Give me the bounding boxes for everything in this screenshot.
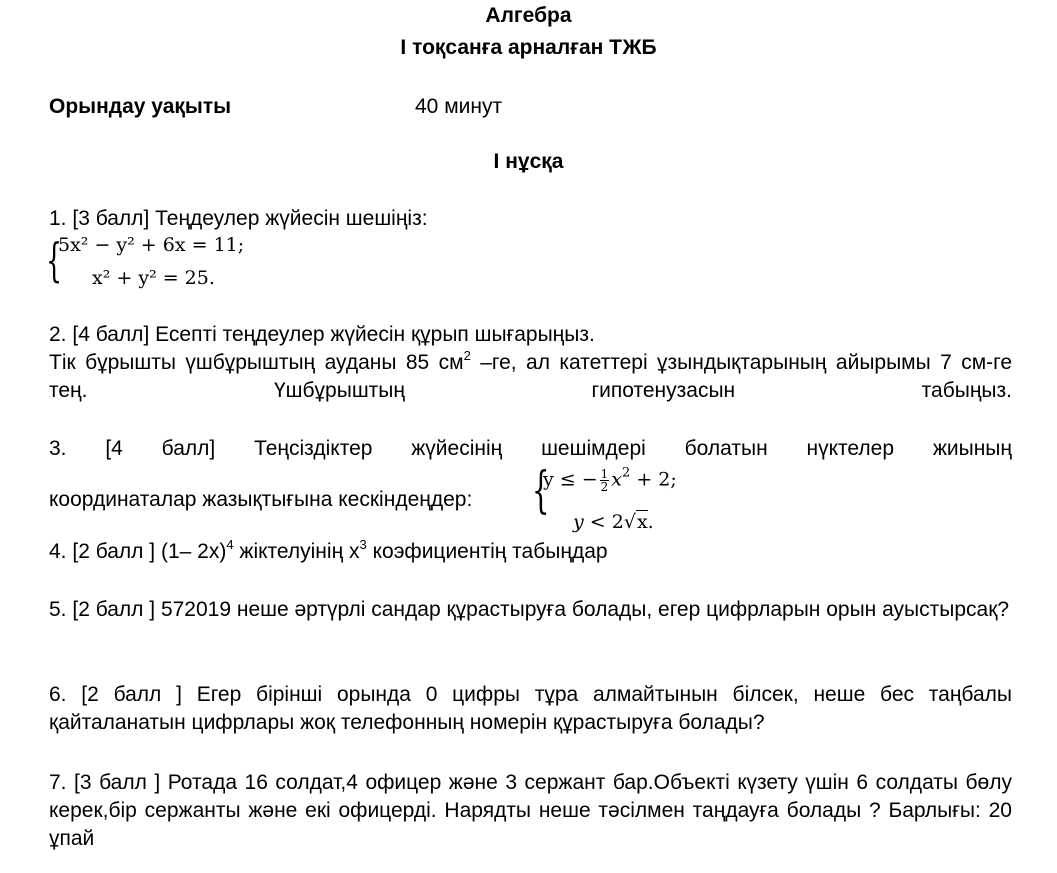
task-number: 5. <box>49 598 67 621</box>
task-3-line-2: координаталар жазықтығына кескіндеңдер: <box>49 488 473 511</box>
task-points: [4 балл] <box>105 437 216 460</box>
task-text: Теңдеулер жүйесін шешіңіз: <box>155 207 428 230</box>
task-4: 4. [2 балл ] (1– 2x)$^4$ жіктелуінің $x^3$ коэфициентің табыңдар <box>49 537 608 563</box>
task-points: [4 балл] <box>72 323 150 346</box>
time-label: Орындау уақыты <box>49 95 232 118</box>
task-text: Есепті теңдеулер жүйесін құрып шығарыңыз. <box>155 323 595 346</box>
task-text: Теңсіздіктер жүйесінің шешімдері болатын нүктелер жиының <box>254 437 1012 460</box>
task-2-heading <box>49 323 595 347</box>
time-value: 40 минут <box>415 95 503 118</box>
task-number: 6. <box>49 683 67 706</box>
task-expression: (1– 2x) <box>160 540 227 563</box>
task-1-equation-2: x² + y² = 25. <box>92 267 215 289</box>
task-points: [2 балл ] <box>72 540 156 563</box>
task-3-inequality-1: y ≤ − $\frac{1}{2}$ $x^2 + 2$; <box>543 465 677 494</box>
task-number: 7. <box>49 771 67 794</box>
task-number: 3. <box>49 437 67 460</box>
task-points: [3 балл ] <box>74 771 161 794</box>
document-title: Алгебра <box>485 4 572 27</box>
system-brace-icon: { <box>46 233 63 287</box>
task-3-inequality-2: y < 2√x. <box>573 511 654 533</box>
task-5 <box>49 596 1012 624</box>
task-3-line-1 <box>49 435 1012 463</box>
task-number: 1. <box>49 207 67 230</box>
task-points: [2 балл ] <box>81 683 182 706</box>
variant-label: I нұсқа <box>493 150 564 173</box>
document-subtitle: I тоқсанға арналған ТЖБ <box>400 36 657 59</box>
task-points: [2 балл ] <box>72 598 156 621</box>
task-text: Егер бірінші орында 0 цифры тұра алмайтынын білсек, неше бес таңбалы қайталанатын цифрлары жоқ телефонның номерін құрастыруға болады? <box>49 683 1013 734</box>
task-7 <box>49 769 1012 853</box>
task-number: 2. <box>49 323 67 346</box>
task-1-heading <box>49 207 428 231</box>
task-6 <box>49 681 1012 737</box>
task-2-body: Тік бұрышты үшбұрыштың ауданы 85 $см^2$ –ге, ал катеттері ұзындықтарының айырымы 7 см-ге тең. Үшбұрыштың гипотенузасын табыңыз. <box>49 348 1013 402</box>
task-points: [3 балл] <box>72 207 150 230</box>
task-text: Ротада 16 солдат,4 офицер және 3 сержант бар.Объекті күзету үшін 6 солдаты бөлу керек,бір сержанты және екі офицерді. Нарядты неше тәсілмен таңдауға болады ? Барлығы: 20 ұпай <box>49 771 1012 850</box>
task-1-equation-1: 5x² − y² + 6x = 11; <box>58 234 245 256</box>
task-text: 572019 неше әртүрлі сандар құрастыруға болады, егер цифрларын орын ауыстырсақ? <box>160 598 1010 621</box>
task-number: 4. <box>49 540 67 563</box>
system-brace-icon: { <box>532 461 550 519</box>
